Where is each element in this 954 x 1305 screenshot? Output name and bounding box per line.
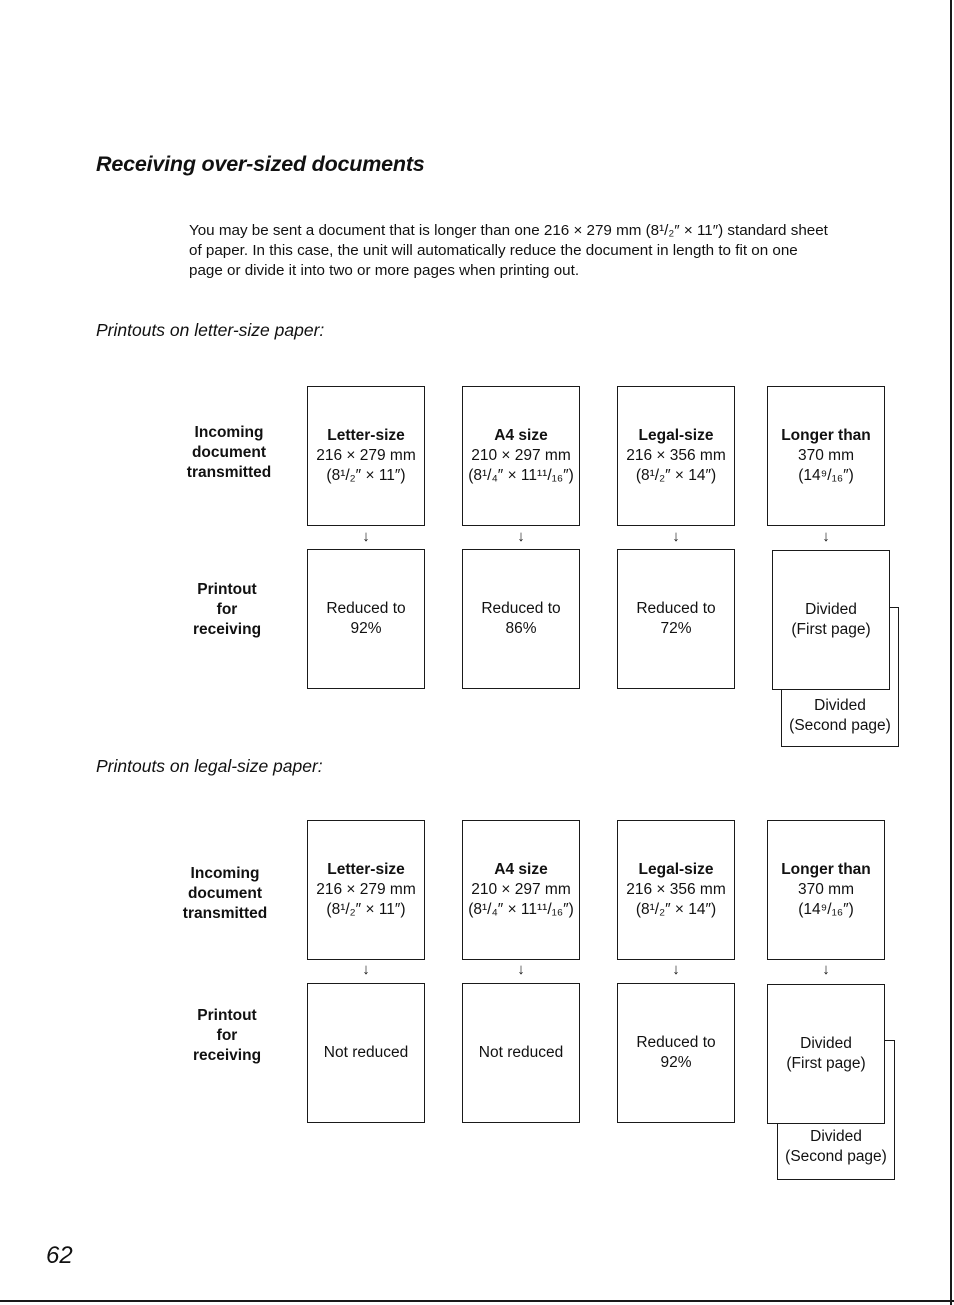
incoming-box-letter: Letter-size 216 × 279 mm (8¹/₂″ × 11″) [307, 820, 425, 960]
second-page-box: Divided (Second page) [777, 1040, 895, 1180]
printout-box-letter: Not reduced [307, 983, 425, 1123]
page-edge-right [950, 0, 952, 1305]
printout-box-a4: Not reduced [462, 983, 580, 1123]
section-title: Receiving over-sized documents [96, 152, 425, 176]
down-arrow-icon: ↓ [672, 961, 680, 978]
down-arrow-icon: ↓ [362, 528, 370, 545]
incoming-box-legal: Legal-size 216 × 356 mm (8¹/₂″ × 14″) [617, 386, 735, 526]
intro-line: You may be sent a document that is longer than one 216 × 279 mm (8¹/₂″ × 11″) standard sheet [189, 222, 828, 239]
page-edge-bottom [0, 1300, 954, 1302]
incoming-box-a4: A4 size 210 × 297 mm (8¹/₄″ × 11¹¹/₁₆″) [462, 386, 580, 526]
down-arrow-icon: ↓ [362, 961, 370, 978]
incoming-box-longer: Longer than 370 mm (14⁹/₁₆″) [767, 386, 885, 526]
down-arrow-icon: ↓ [517, 961, 525, 978]
letter-paper-heading: Printouts on letter-size paper: [96, 320, 325, 340]
row-label-printout: Printout for receiving [192, 581, 262, 638]
incoming-box-a4: A4 size 210 × 297 mm (8¹/₄″ × 11¹¹/₁₆″) [462, 820, 580, 960]
first-page-box: Divided (First page) [772, 550, 890, 690]
printout-box-letter: Reduced to 92% [307, 549, 425, 689]
down-arrow-icon: ↓ [822, 961, 830, 978]
second-page-box: Divided (Second page) [781, 607, 899, 747]
printout-box-a4: Reduced to 86% [462, 549, 580, 689]
printout-box-legal: Reduced to 72% [617, 549, 735, 689]
printout-box-legal: Reduced to 92% [617, 983, 735, 1123]
down-arrow-icon: ↓ [517, 528, 525, 545]
first-page-box: Divided (First page) [767, 984, 885, 1124]
intro-paragraph [189, 221, 901, 281]
incoming-box-letter: Letter-size 216 × 279 mm (8¹/₂″ × 11″) [307, 386, 425, 526]
down-arrow-icon: ↓ [672, 528, 680, 545]
incoming-box-longer: Longer than 370 mm (14⁹/₁₆″) [767, 820, 885, 960]
row-label-incoming: Incoming document transmitted [186, 424, 272, 481]
row-label-incoming: Incoming document transmitted [182, 865, 268, 922]
row-label-printout: Printout for receiving [192, 1007, 262, 1064]
legal-paper-heading: Printouts on legal-size paper: [96, 756, 323, 776]
intro-line: page or divide it into two or more pages when printing out. [189, 262, 580, 279]
page-number: 62 [46, 1242, 73, 1269]
down-arrow-icon: ↓ [822, 528, 830, 545]
intro-line: of paper. In this case, the unit will automatically reduce the document in length to fit on one [189, 242, 798, 259]
incoming-box-legal: Legal-size 216 × 356 mm (8¹/₂″ × 14″) [617, 820, 735, 960]
